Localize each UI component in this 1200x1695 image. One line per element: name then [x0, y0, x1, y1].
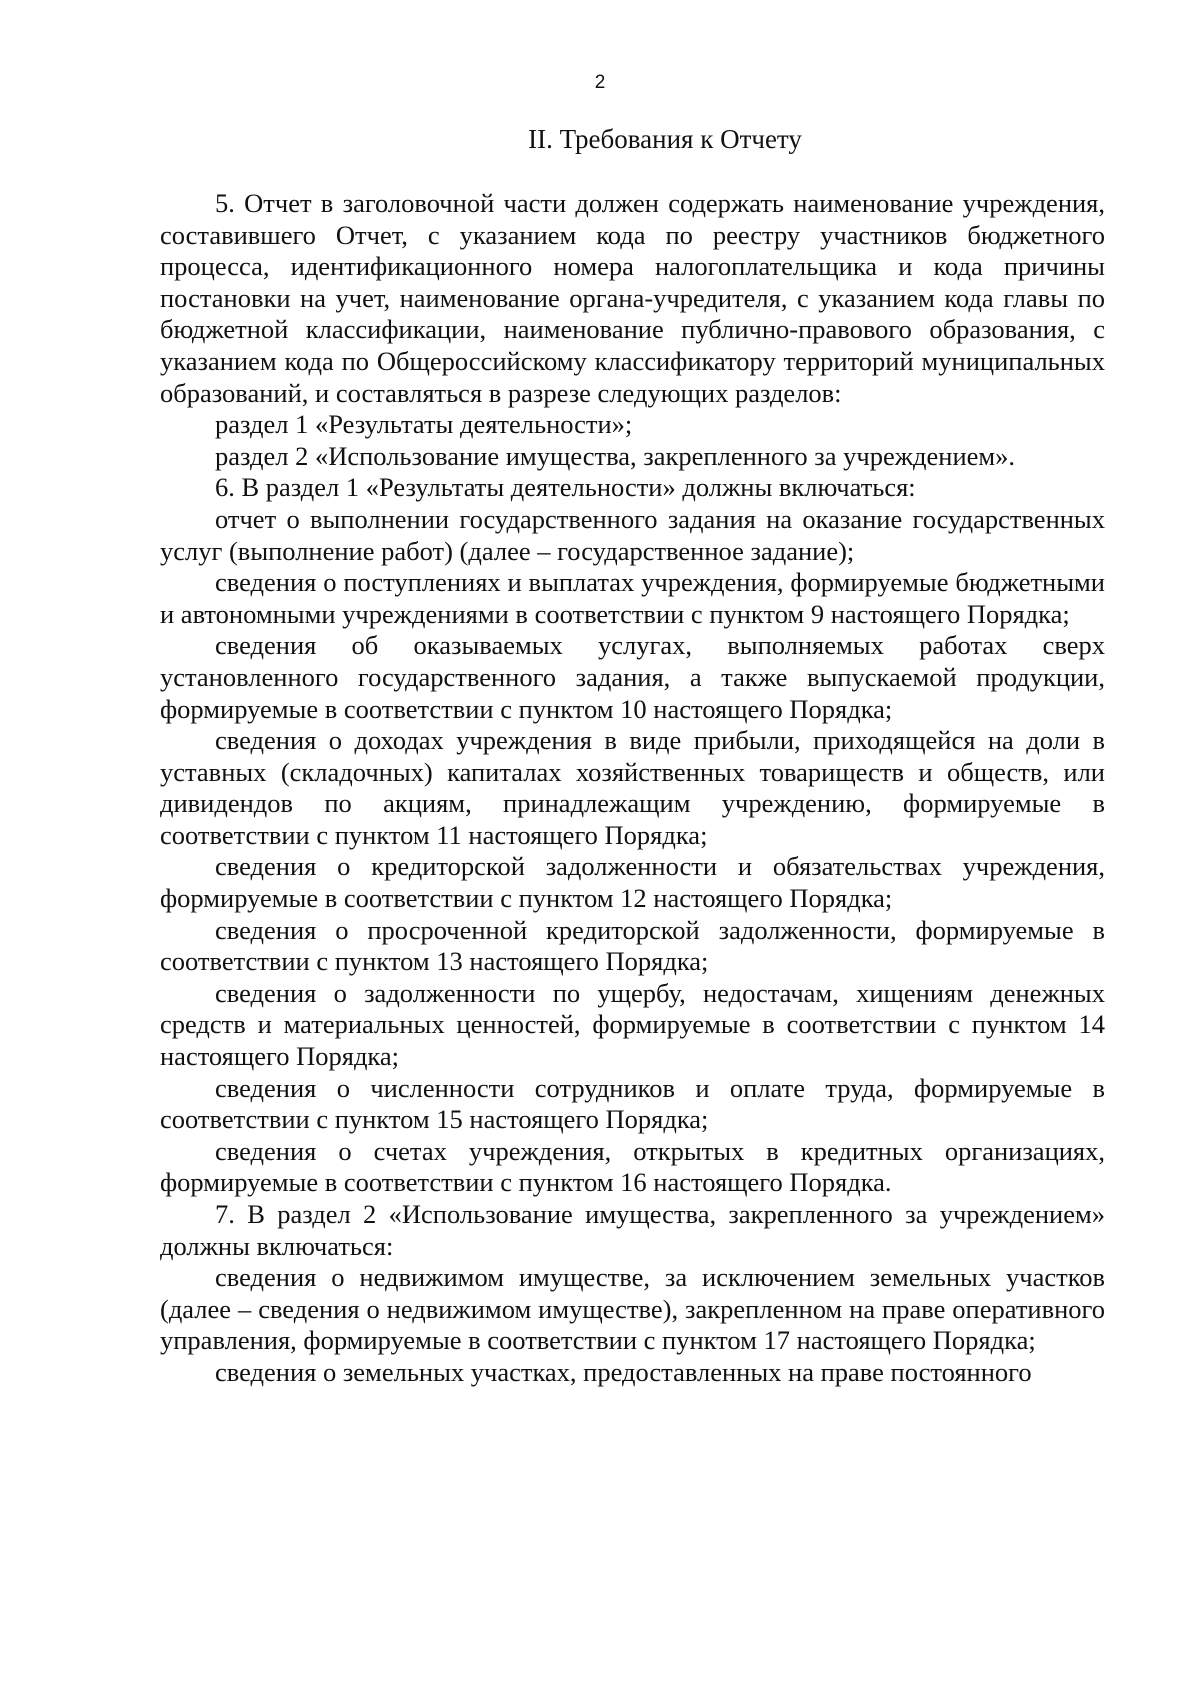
- list-item-overdue-debt: сведения о просроченной кредиторской задолженности, формируемые в соответствии с пунктом 13 настоящего Порядка;: [160, 914, 1105, 977]
- list-item-income-dividends: сведения о доходах учреждения в виде прибыли, приходящейся на доли в уставных (складочных) капиталах хозяйственных товариществ и обществ, или дивидендов по акциям, принадлежащим учреждению, формируемые в соответствии с пунктом 11 настоящего Порядка;: [160, 725, 1105, 850]
- paragraph-7: 7. В раздел 2 «Использование имущества, закрепленного за учреждением» должны включаться:: [160, 1199, 1105, 1261]
- list-item-bank-accounts: сведения о счетах учреждения, открытых в кредитных организациях, формируемые в соответствии с пунктом 16 настоящего Порядка.: [160, 1135, 1105, 1198]
- list-item-receipts-payments: сведения о поступлениях и выплатах учреждения, формируемые бюджетными и автономными учреждениями в соответствии с пунктом 9 настоящего Порядка;: [160, 567, 1105, 629]
- body-text: [160, 188, 1105, 1389]
- list-item-section-2: раздел 2 «Использование имущества, закрепленного за учреждением».: [215, 440, 1016, 471]
- paragraph-5: 5. Отчет в заголовочной части должен содержать наименование учреждения, составившего Отчет, с указанием кода по реестру участников бюджетного процесса, идентификационного номера налогоплательщика и кода причины постановки на учет, наименование органа-учредителя, с указанием кода главы по бюджетной классификации, наименование публично-правового образования, с указанием кода по Общероссийскому классификатору территорий муниципальных образований, и составляться в разрезе следующих разделов:: [160, 188, 1105, 408]
- list-item-real-estate: сведения о недвижимом имуществе, за исключением земельных участков (далее – сведения о недвижимом имуществе), закрепленном на праве оперативного управления, формируемые в соответствии с пунктом 17 настоящего Порядка;: [160, 1262, 1105, 1356]
- list-item-section-1: раздел 1 «Результаты деятельности»;: [215, 409, 633, 440]
- list-item-staff-pay: сведения о численности сотрудников и оплате труда, формируемые в соответствии с пунктом 15 настоящего Порядка;: [160, 1072, 1105, 1135]
- list-item-services-works: сведения об оказываемых услугах, выполняемых работах сверх установленного государственного задания, а также выпускаемой продукции, формируемые в соответствии с пунктом 10 настоящего Порядка;: [160, 630, 1105, 724]
- list-item-land-plots: сведения о земельных участках, предоставленных на праве постоянного: [215, 1356, 1032, 1387]
- page-number: 2: [594, 72, 606, 93]
- list-item-creditor-debt: сведения о кредиторской задолженности и обязательствах учреждения, формируемые в соответствии с пунктом 12 настоящего Порядка;: [160, 851, 1105, 914]
- paragraph-6: 6. В раздел 1 «Результаты деятельности» должны включаться:: [215, 472, 916, 503]
- list-item-damage-debt: сведения о задолженности по ущербу, недостачам, хищениям денежных средств и материальных ценностей, формируемые в соответствии с пунктом 14 настоящего Порядка;: [160, 977, 1105, 1072]
- list-item-state-assignment-report: отчет о выполнении государственного задания на оказание государственных услуг (выполнение работ) (далее – государственное задание);: [160, 503, 1105, 566]
- section-title: II. Требования к Отчету: [528, 124, 802, 154]
